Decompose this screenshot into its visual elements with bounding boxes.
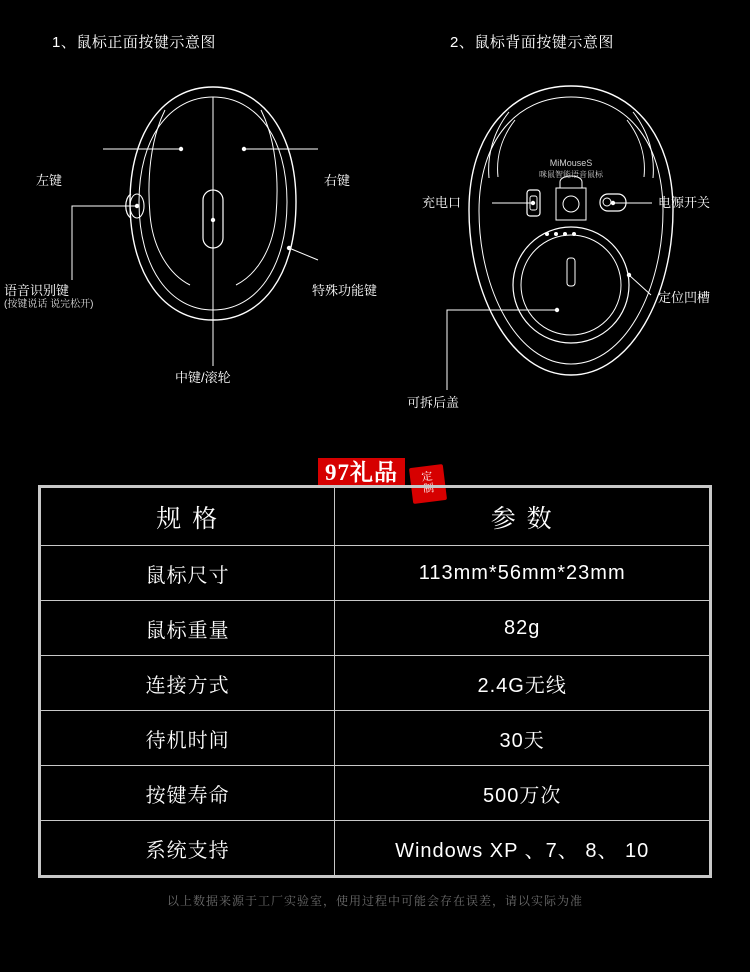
spec-value: Windows XP 、7、 8、 10: [335, 821, 710, 876]
watermark-seal-line2: 制: [422, 482, 435, 496]
spec-value: 2.4G无线: [335, 656, 710, 711]
brand-subtitle: 咪鼠智能语音鼠标: [539, 170, 603, 179]
diagram-illustrations: [0, 70, 750, 450]
label-voice-key: [4, 283, 93, 312]
spec-table-container: [38, 485, 712, 878]
label-power-switch: 电源开关: [658, 195, 711, 210]
spec-table: [40, 487, 710, 876]
label-locating-slot: 定位凹槽: [658, 290, 711, 305]
table-row: [41, 546, 710, 601]
spec-value: 113mm*56mm*23mm: [335, 546, 710, 601]
spec-value: 500万次: [335, 766, 710, 821]
footnote: 以上数据来源于工厂实验室，使用过程中可能会存在误差，请以实际为准: [166, 894, 583, 908]
label-special-key: 特殊功能键: [312, 283, 378, 298]
spec-name: 鼠标尺寸: [41, 546, 335, 601]
spec-name: 按键寿命: [41, 766, 335, 821]
label-left-button: 左键: [36, 173, 63, 188]
spec-name: 系统支持: [41, 821, 335, 876]
spec-value: 30天: [335, 711, 710, 766]
table-row: [41, 766, 710, 821]
spec-name: 鼠标重量: [41, 601, 335, 656]
label-right-button: 右键: [324, 173, 351, 188]
diagram-area: [0, 70, 750, 450]
label-voice-key-text: 语音识别键: [4, 283, 70, 298]
table-row: [41, 656, 710, 711]
table-header-spec: 规 格: [41, 488, 335, 546]
brand-name: MiMouseS: [549, 158, 593, 168]
label-charge-port: 充电口: [422, 195, 462, 210]
section-title-back: 2、鼠标背面按键示意图: [450, 34, 614, 51]
watermark-seal-line1: 定: [420, 470, 434, 484]
spec-value: 82g: [335, 601, 710, 656]
section-title-front: 1、鼠标正面按键示意图: [52, 34, 216, 51]
label-middle-key: 中键/滚轮: [175, 370, 231, 385]
watermark-brand: 97礼品: [318, 458, 405, 488]
table-row: [41, 711, 710, 766]
table-header-row: [41, 488, 710, 546]
spec-name: 待机时间: [41, 711, 335, 766]
label-voice-key-subtext: (按键说话 说完松开): [4, 299, 94, 311]
label-removable-cover: 可拆后盖: [407, 395, 460, 410]
table-row: [41, 821, 710, 876]
table-row: [41, 601, 710, 656]
table-header-param: 参 数: [335, 488, 710, 546]
spec-name: 连接方式: [41, 656, 335, 711]
